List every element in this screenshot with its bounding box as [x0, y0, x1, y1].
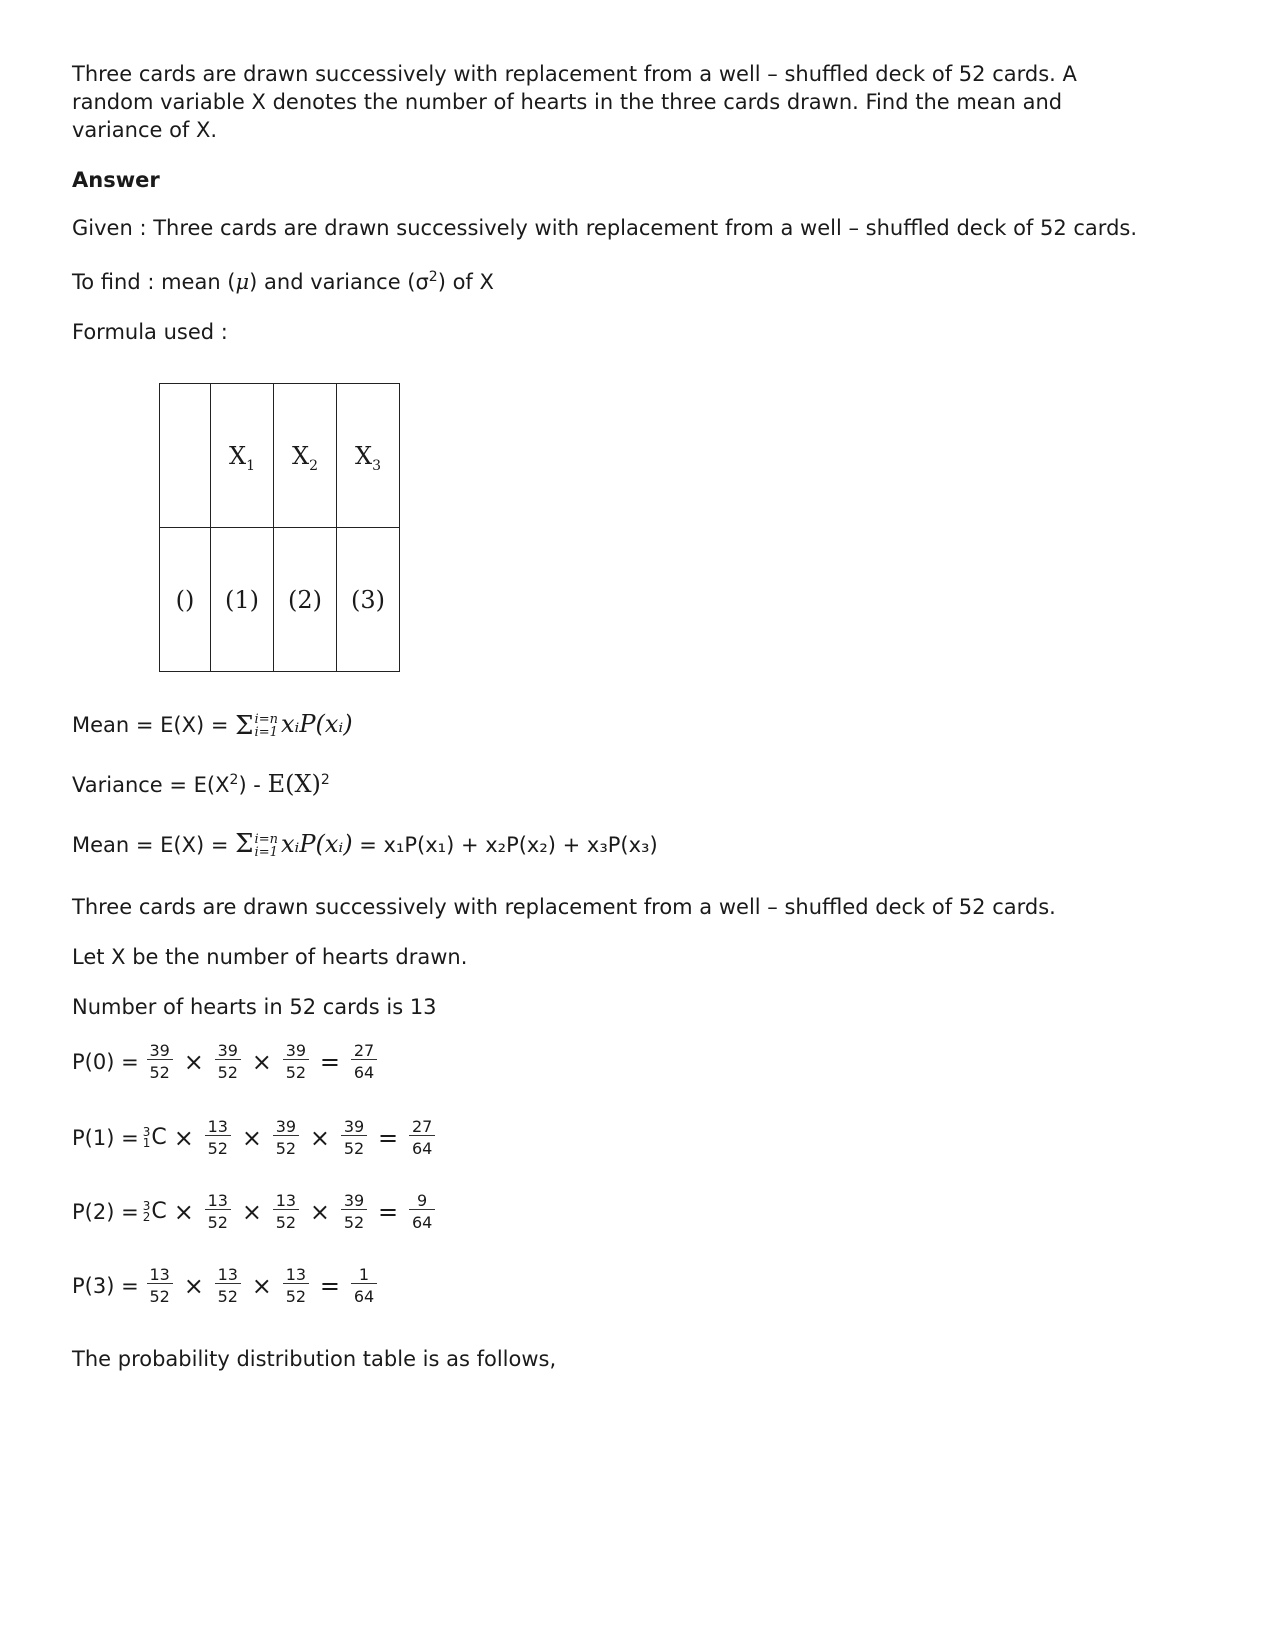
table-cell: (1): [211, 528, 274, 672]
mean-expanded: Mean = E(X) = Σ i=n i=1 xᵢP(xᵢ) = x₁P(x₁) + x₂P(x₂) + x₃P(x₃): [72, 829, 658, 860]
variance-formula: Variance = $E(X^2) - E(X)^2$: [72, 770, 330, 798]
p2-equation: P(2) = 3 2 C × $\frac{13}{52}$ × $\frac{13}{52}$ × $\frac{39}{52}$ = $\frac{9}{64}$: [72, 1192, 443, 1231]
formula-used-label: Formula used :: [72, 320, 228, 344]
p0-equation: P(0) = $\frac{39}{52}$ × $\frac{39}{52}$ × $\frac{39}{52}$ = $\frac{27}{64}$: [72, 1042, 385, 1081]
formula-table: [159, 383, 400, 672]
table-row: [160, 384, 400, 528]
hearts-text: Number of hearts in 52 cards is 13: [72, 995, 437, 1019]
let-text: Let X be the number of hearts drawn.: [72, 945, 468, 969]
table-cell: (3): [337, 528, 400, 672]
table-cell: $X_2$: [274, 384, 337, 528]
table-cell: [160, 384, 211, 528]
table-cell: (): [160, 528, 211, 672]
to-find-text: To find : mean (μ) and variance $(\sigma^2)$ of X: [72, 269, 494, 294]
p3-equation: P(3) = $\frac{13}{52}$ × $\frac{13}{52}$ × $\frac{13}{52}$ = $\frac{1}{64}$: [72, 1266, 385, 1305]
drawn-text: Three cards are drawn successively with replacement from a well – shuffled deck of 52 cards.: [72, 895, 1056, 919]
table-row: [160, 528, 400, 672]
table-cell: $X_3$: [337, 384, 400, 528]
mean-formula: Mean = E(X) = Σ i=n i=1 xᵢP(xᵢ): [72, 710, 353, 741]
question-text: Three cards are drawn successively with replacement from a well – shuffled deck of 52 cards. A random variable X denotes the number of hearts in the three cards drawn. Find the mean and variance of X.: [72, 62, 1077, 142]
table-cell: (2): [274, 528, 337, 672]
given-text: Given : Three cards are drawn successively with replacement from a well – shuffled deck of 52 cards.: [72, 216, 1138, 240]
p1-equation: P(1) = 3 1 C × $\frac{13}{52}$ × $\frac{39}{52}$ × $\frac{39}{52}$ = $\frac{27}{64}$: [72, 1118, 443, 1157]
answer-heading: Answer: [72, 168, 160, 192]
table-cell: $X_1$: [211, 384, 274, 528]
outro-text: The probability distribution table is as follows,: [72, 1347, 557, 1371]
